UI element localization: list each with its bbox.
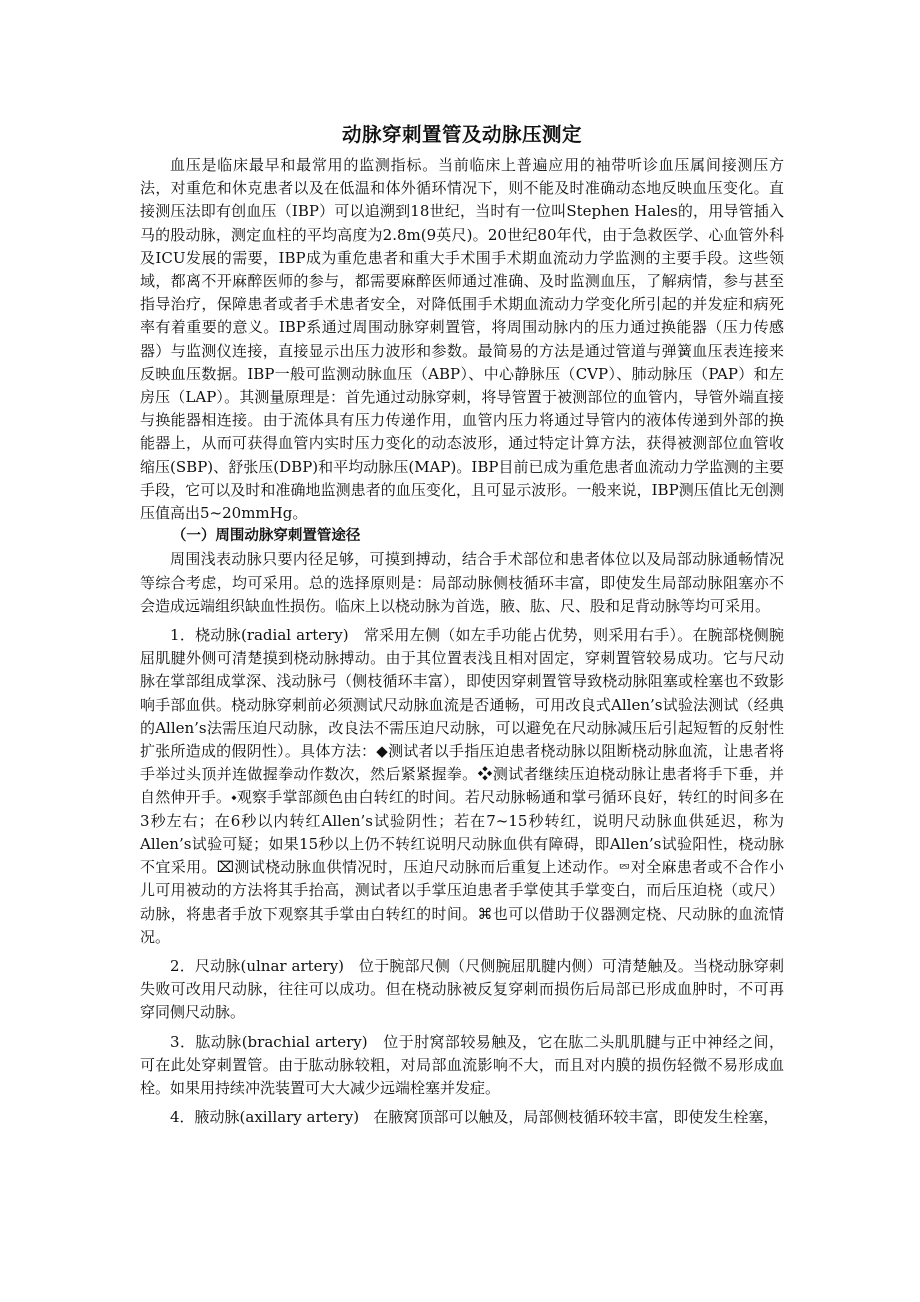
- section-paragraph: 周围浅表动脉只要内径足够，可摸到搏动，结合手术部位和患者体位以及局部动脉通畅情况等综合考虑，均可采用。总的选择原则是：局部动脉侧枝循环丰富，即使发生局部动脉阻塞亦不会造成远端组织缺血性损伤。临床上以桡动脉为首选，腋、肱、尺、股和足背动脉等均可采用。: [140, 550, 784, 615]
- section-heading: （一）周围动脉穿刺置管途径: [171, 528, 361, 545]
- item-text: 在腋窝顶部可以触及，局部侧枝循环较丰富，即使发生栓塞，: [373, 1108, 779, 1127]
- item-text: 位于肘窝部较易触及，它在肱二头肌肌腱与正中神经之间，可在此处穿刺置管。由于肱动脉较粗，对局部血流影响不大，而且对内膜的损伤轻微不易形成血栓。如果用持续冲洗装置可大大减少远端栓塞并发症。: [140, 1032, 784, 1097]
- list-item-radial-artery: [140, 624, 784, 949]
- list-item-brachial-artery: [140, 1031, 784, 1101]
- item-text: 常采用左侧（如左手功能占优势，则采用右手）。在腕部桡侧腕屈肌腱外侧可清楚摸到桡动脉搏动。由于其位置表浅且相对固定，穿刺置管较易成功。它与尺动脉在掌部组成掌深、浅动脉弓（侧枝循环丰富），即使因穿刺置管导致桡动脉阻塞或栓塞也不致影响手部血供。桡动脉穿刺前必须测试尺动脉血流是否通畅，可用改良式Allen’s试验法测试（经典的Allen’s法需压迫尺动脉，改良法不需压迫尺动脉，可以避免在尺动脉减压后引起短暂的反射性扩张所造成的假阴性）。具体方法：◆测试者以手指压迫患者桡动脉以阻断桡动脉血流，让患者将手举过头顶并连做握拳动作数次，然后紧紧握拳。❖测试者继续压迫桡动脉让患者将手下垂，并自然伸开手。⬩观察手掌部颜色由白转红的时间。若尺动脉畅通和掌弓循环良好，转红的时间多在3秒左右；在6秒以内转红Allen’s试验阴性；若在7~15秒转红，说明尺动脉血供延迟，称为Allen’s试验可疑；如果15秒以上仍不转红说明尺动脉血供有障碍，即Allen’s试验阳性，桡动脉不宜采用。⌧测试桡动脉血供情况时，压迫尺动脉而后重复上述动作。⮹对全麻患者或不合作小儿可用被动的方法将其手抬高，测试者以手掌压迫患者手掌使其手掌变白，而后压迫桡（或尺）动脉，将患者手放下观察其手掌由白转红的时间。⌘也可以借助于仪器测定桡、尺动脉的血流情况。: [140, 626, 784, 946]
- item-label: 4．腋动脉(axillary artery): [170, 1108, 360, 1127]
- document-page: [140, 118, 784, 1129]
- item-label: 2．尺动脉(ulnar artery): [170, 956, 345, 975]
- intro-paragraph: 血压是临床最早和最常用的监测指标。当前临床上普遍应用的袖带听诊血压属间接测压方法，对重危和休克患者以及在低温和体外循环情况下，则不能及时准确动态地反映血压变化。直接测压法即有创血压（IBP）可以追溯到18世纪，当时有一位叫Stephen Hales的，用导管插入马的股动脉，测定血柱的平均高度为2.8m(9英尺)。20世纪80年代，由于急救医学、心血管外科及ICU发展的需要，IBP成为重危患者和重大手术围手术期血流动力学监测的主要手段。这些领域，都离不开麻醉医师的参与，都需要麻醉医师通过准确、及时监测血压，了解病情，参与甚至指导治疗，保障患者或者手术患者安全，对降低围手术期血流动力学变化所引起的并发症和病死率有着重要的意义。IBP系通过周围动脉穿刺置管，将周围动脉内的压力通过换能器（压力传感器）与监测仪连接，直接显示出压力波形和参数。最简易的方法是通过管道与弹簧血压表连接来反映血压数据。IBP一般可监测动脉血压（ABP）、中心静脉压（CVP）、肺动脉压（PAP）和左房压（LAP）。其测量原理是：首先通过动脉穿刺，将导管置于被测部位的血管内，导管外端直接与换能器相连接。由于流体具有压力传递作用，血管内压力将通过导管内的液体传递到外部的换能器上，从而可获得血管内实时压力变化的动态波形，通过特定计算方法，获得被测部位血管收缩压(SBP)、舒张压(DBP)和平均动脉压(MAP)。IBP目前已成为重危患者血流动力学监测的主要手段，它可以及时和准确地监测患者的血压变化，且可显示波形。一般来说，IBP测压值比无创测压值高出5~20mmHg。: [140, 156, 784, 523]
- list-item-ulnar-artery: [140, 955, 784, 1025]
- item-label: 3．肱动脉(brachial artery): [170, 1032, 368, 1051]
- list-item-axillary-artery: [140, 1106, 784, 1129]
- item-label: 1．桡动脉(radial artery): [170, 626, 349, 645]
- item-text: 位于腕部尺侧（尺侧腕屈肌腱内侧）可清楚触及。当桡动脉穿刺失败可改用尺动脉，往往可以成功。但在桡动脉被反复穿刺而损伤后局部已形成血肿时，不可再穿同侧尺动脉。: [140, 956, 784, 1022]
- document-title: 动脉穿刺置管及动脉压测定: [341, 123, 582, 146]
